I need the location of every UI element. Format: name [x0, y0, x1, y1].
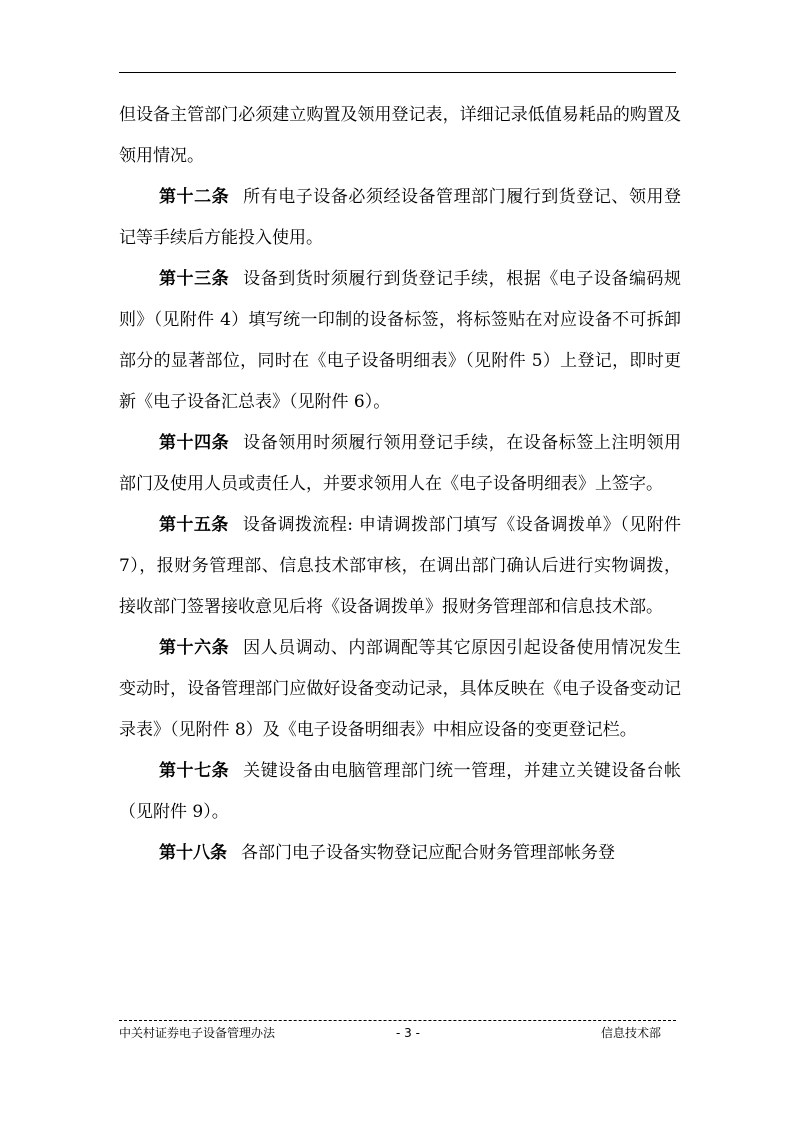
article-13 — [119, 259, 681, 423]
header-rule — [119, 72, 676, 73]
paragraph-text: 关键设备由电脑管理部门统一管理，并建立关键设备台帐（见附件 9）。 — [119, 761, 682, 822]
footer-rule — [119, 1020, 676, 1021]
article-number: 第十六条 — [159, 638, 230, 658]
article-number: 第十五条 — [159, 515, 229, 535]
article-15 — [119, 505, 681, 628]
article-number: 第十四条 — [159, 433, 230, 453]
paragraph-text: 设备到货时须履行到货登记手续，根据《电子设备编码规则》（见附件 4）填写统一印制的设备标签，将标签贴在对应设备不可拆卸部分的显著部位，同时在《电子设备明细表》（见附件 5）上登记，即时更新《电子设备汇总表》（见附件 6）。 — [119, 269, 682, 412]
article-18 — [119, 833, 681, 874]
paragraph-text: 因人员调动、内部调配等其它原因引起设备使用情况发生变动时，设备管理部门应做好设备变动记录，具体反映在《电子设备变动记录表》（见附件 8）及《电子设备明细表》中相应设备的变更登记栏。 — [119, 638, 682, 740]
article-number: 第十七条 — [159, 761, 230, 781]
footer-page-number: - 3 - — [396, 1026, 420, 1040]
paragraph-text: 所有电子设备必须经设备管理部门履行到货登记、领用登记等手续后方能投入使用。 — [119, 187, 682, 248]
article-17 — [119, 751, 681, 833]
footer-document-title: 中关村证券电子设备管理办法 — [119, 1026, 276, 1040]
paragraph-continuation — [119, 95, 681, 177]
paragraph-text: 设备领用时须履行领用登记手续，在设备标签上注明领用部门及使用人员或责任人，并要求领用人在《电子设备明细表》上签字。 — [119, 433, 682, 494]
document-body — [119, 95, 681, 874]
article-number: 第十八条 — [159, 843, 227, 863]
article-number: 第十二条 — [159, 187, 230, 207]
article-12 — [119, 177, 681, 259]
article-16 — [119, 628, 681, 751]
article-14 — [119, 423, 681, 505]
paragraph-text: 各部门电子设备实物登记应配合财务管理部帐务登 — [241, 843, 615, 863]
paragraph-text: 设备调拨流程: 申请调拨部门填写《设备调拨单》（见附件 7），报财务管理部、信息技术部审核，在调出部门确认后进行实物调拨，接收部门签署接收意见后将《设备调拨单》报财务管理部和信息技术部。 — [119, 515, 682, 617]
paragraph-text: 但设备主管部门必须建立购置及领用登记表，详细记录低值易耗品的购置及领用情况。 — [119, 105, 681, 166]
article-number: 第十三条 — [159, 269, 230, 289]
footer-department: 信息技术部 — [600, 1026, 661, 1040]
